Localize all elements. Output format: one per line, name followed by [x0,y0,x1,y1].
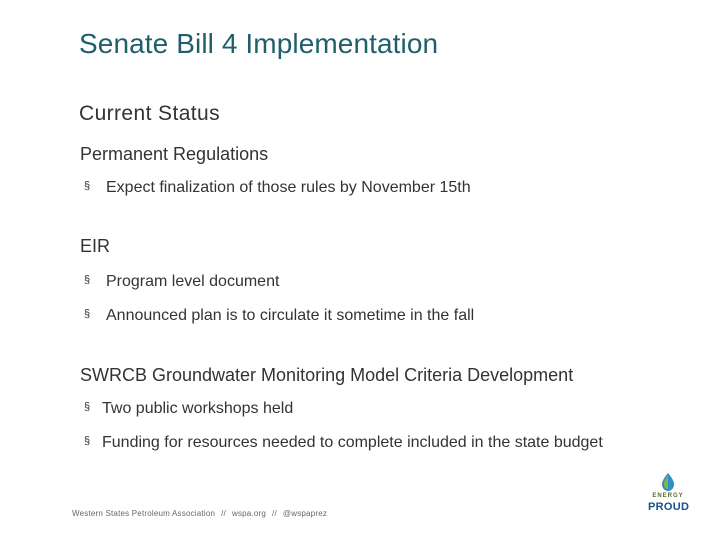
section-heading-eir: EIR [80,236,111,256]
footer-handle[interactable]: @wspaprez [282,509,328,518]
footer [72,509,327,518]
droplet-leaf-icon [658,472,678,492]
bullet-text: Two public workshops held [102,400,294,417]
bullet-marker: § [84,401,91,413]
bullet-marker: § [84,308,91,320]
section-heading-swrcb: SWRCB Groundwater Monitoring Model Criteria Development [80,365,574,385]
section-heading-permanent-regulations: Permanent Regulations [80,144,269,164]
bullet-text: Expect finalization of those rules by November 15th [106,179,471,196]
bullet-marker: § [84,180,91,192]
slide-subtitle: Current Status [79,102,220,125]
energy-proud-logo [648,472,688,518]
slide-title: Senate Bill 4 Implementation [79,28,439,59]
logo-energy-text: ENERGY [652,493,684,499]
footer-org: Western States Petroleum Association [72,509,216,518]
footer-separator: // [272,509,277,518]
bullet-marker: § [84,435,91,447]
bullet-text: Funding for resources needed to complete included in the state budget [102,434,603,451]
footer-separator: // [221,509,226,518]
footer-site[interactable]: wspa.org [231,509,267,518]
bullet-text: Announced plan is to circulate it sometime in the fall [106,307,475,324]
bullet-marker: § [84,274,91,286]
logo-proud-text: PROUD [648,501,690,513]
bullet-text: Program level document [106,273,280,290]
